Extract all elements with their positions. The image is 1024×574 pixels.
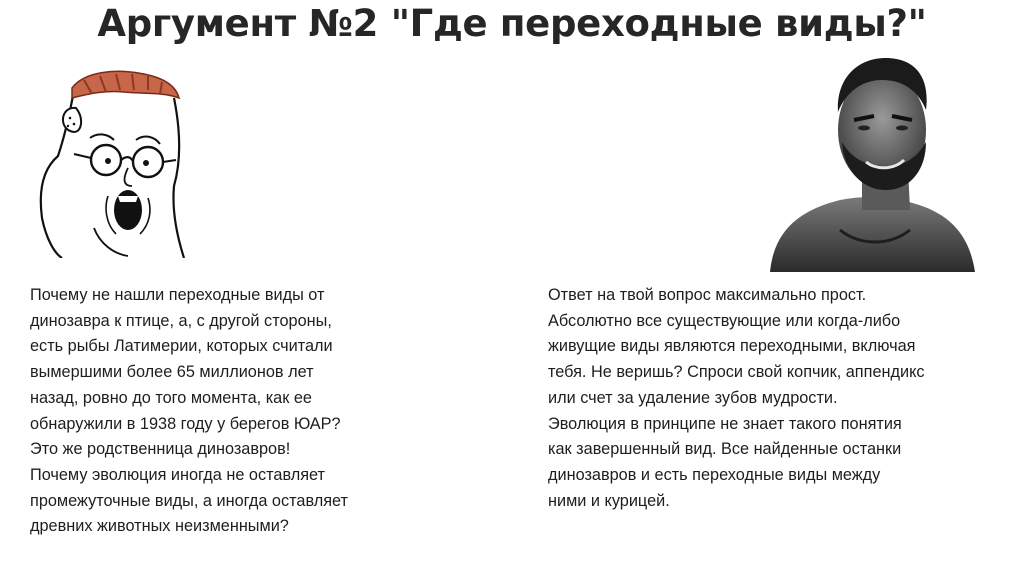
question-line: древних животных неизменными? (30, 517, 289, 536)
answer-text (548, 283, 1008, 514)
question-line: промежуточные виды, а иногда оставляет (30, 491, 349, 510)
gigachad-image (770, 50, 975, 272)
question-line: вымершими более 65 миллионов лет (30, 363, 314, 382)
answer-line: Абсолютно все существующие или когда-либо (548, 311, 901, 330)
answer-line: тебя. Не веришь? Спроси свой копчик, аппендикс (548, 363, 925, 382)
answer-line: живущие виды являются переходными, включая (548, 337, 916, 356)
question-line: Почему эволюция иногда не оставляет (30, 465, 326, 484)
question-line: обнаружили в 1938 году у берегов ЮАР? (30, 414, 341, 433)
answer-line: или счет за удаление зубов мудрости. (548, 388, 838, 407)
question-line: Это же родственница динозавров! (30, 440, 291, 459)
question-line: Почему не нашли переходные виды от (30, 286, 325, 304)
answer-line: динозавров и есть переходные виды между (548, 465, 881, 484)
answer-line: Эволюция в принципе не знает такого понятия (548, 414, 902, 433)
question-line: динозавра к птице, а, с другой стороны, (30, 311, 332, 330)
answer-line: Ответ на твой вопрос максимально прост. (548, 286, 867, 304)
question-line: назад, ровно до того момента, как ее (30, 388, 312, 407)
question-line: есть рыбы Латимерии, которых считали (30, 337, 333, 356)
question-text (30, 283, 470, 540)
answer-line: ними и курицей. (548, 491, 670, 510)
nerd-cartoon-image (24, 68, 192, 258)
answer-line: как завершенный вид. Все найденные останки (548, 440, 902, 459)
slide-title: Аргумент №2 "Где переходные виды?" (97, 2, 927, 45)
